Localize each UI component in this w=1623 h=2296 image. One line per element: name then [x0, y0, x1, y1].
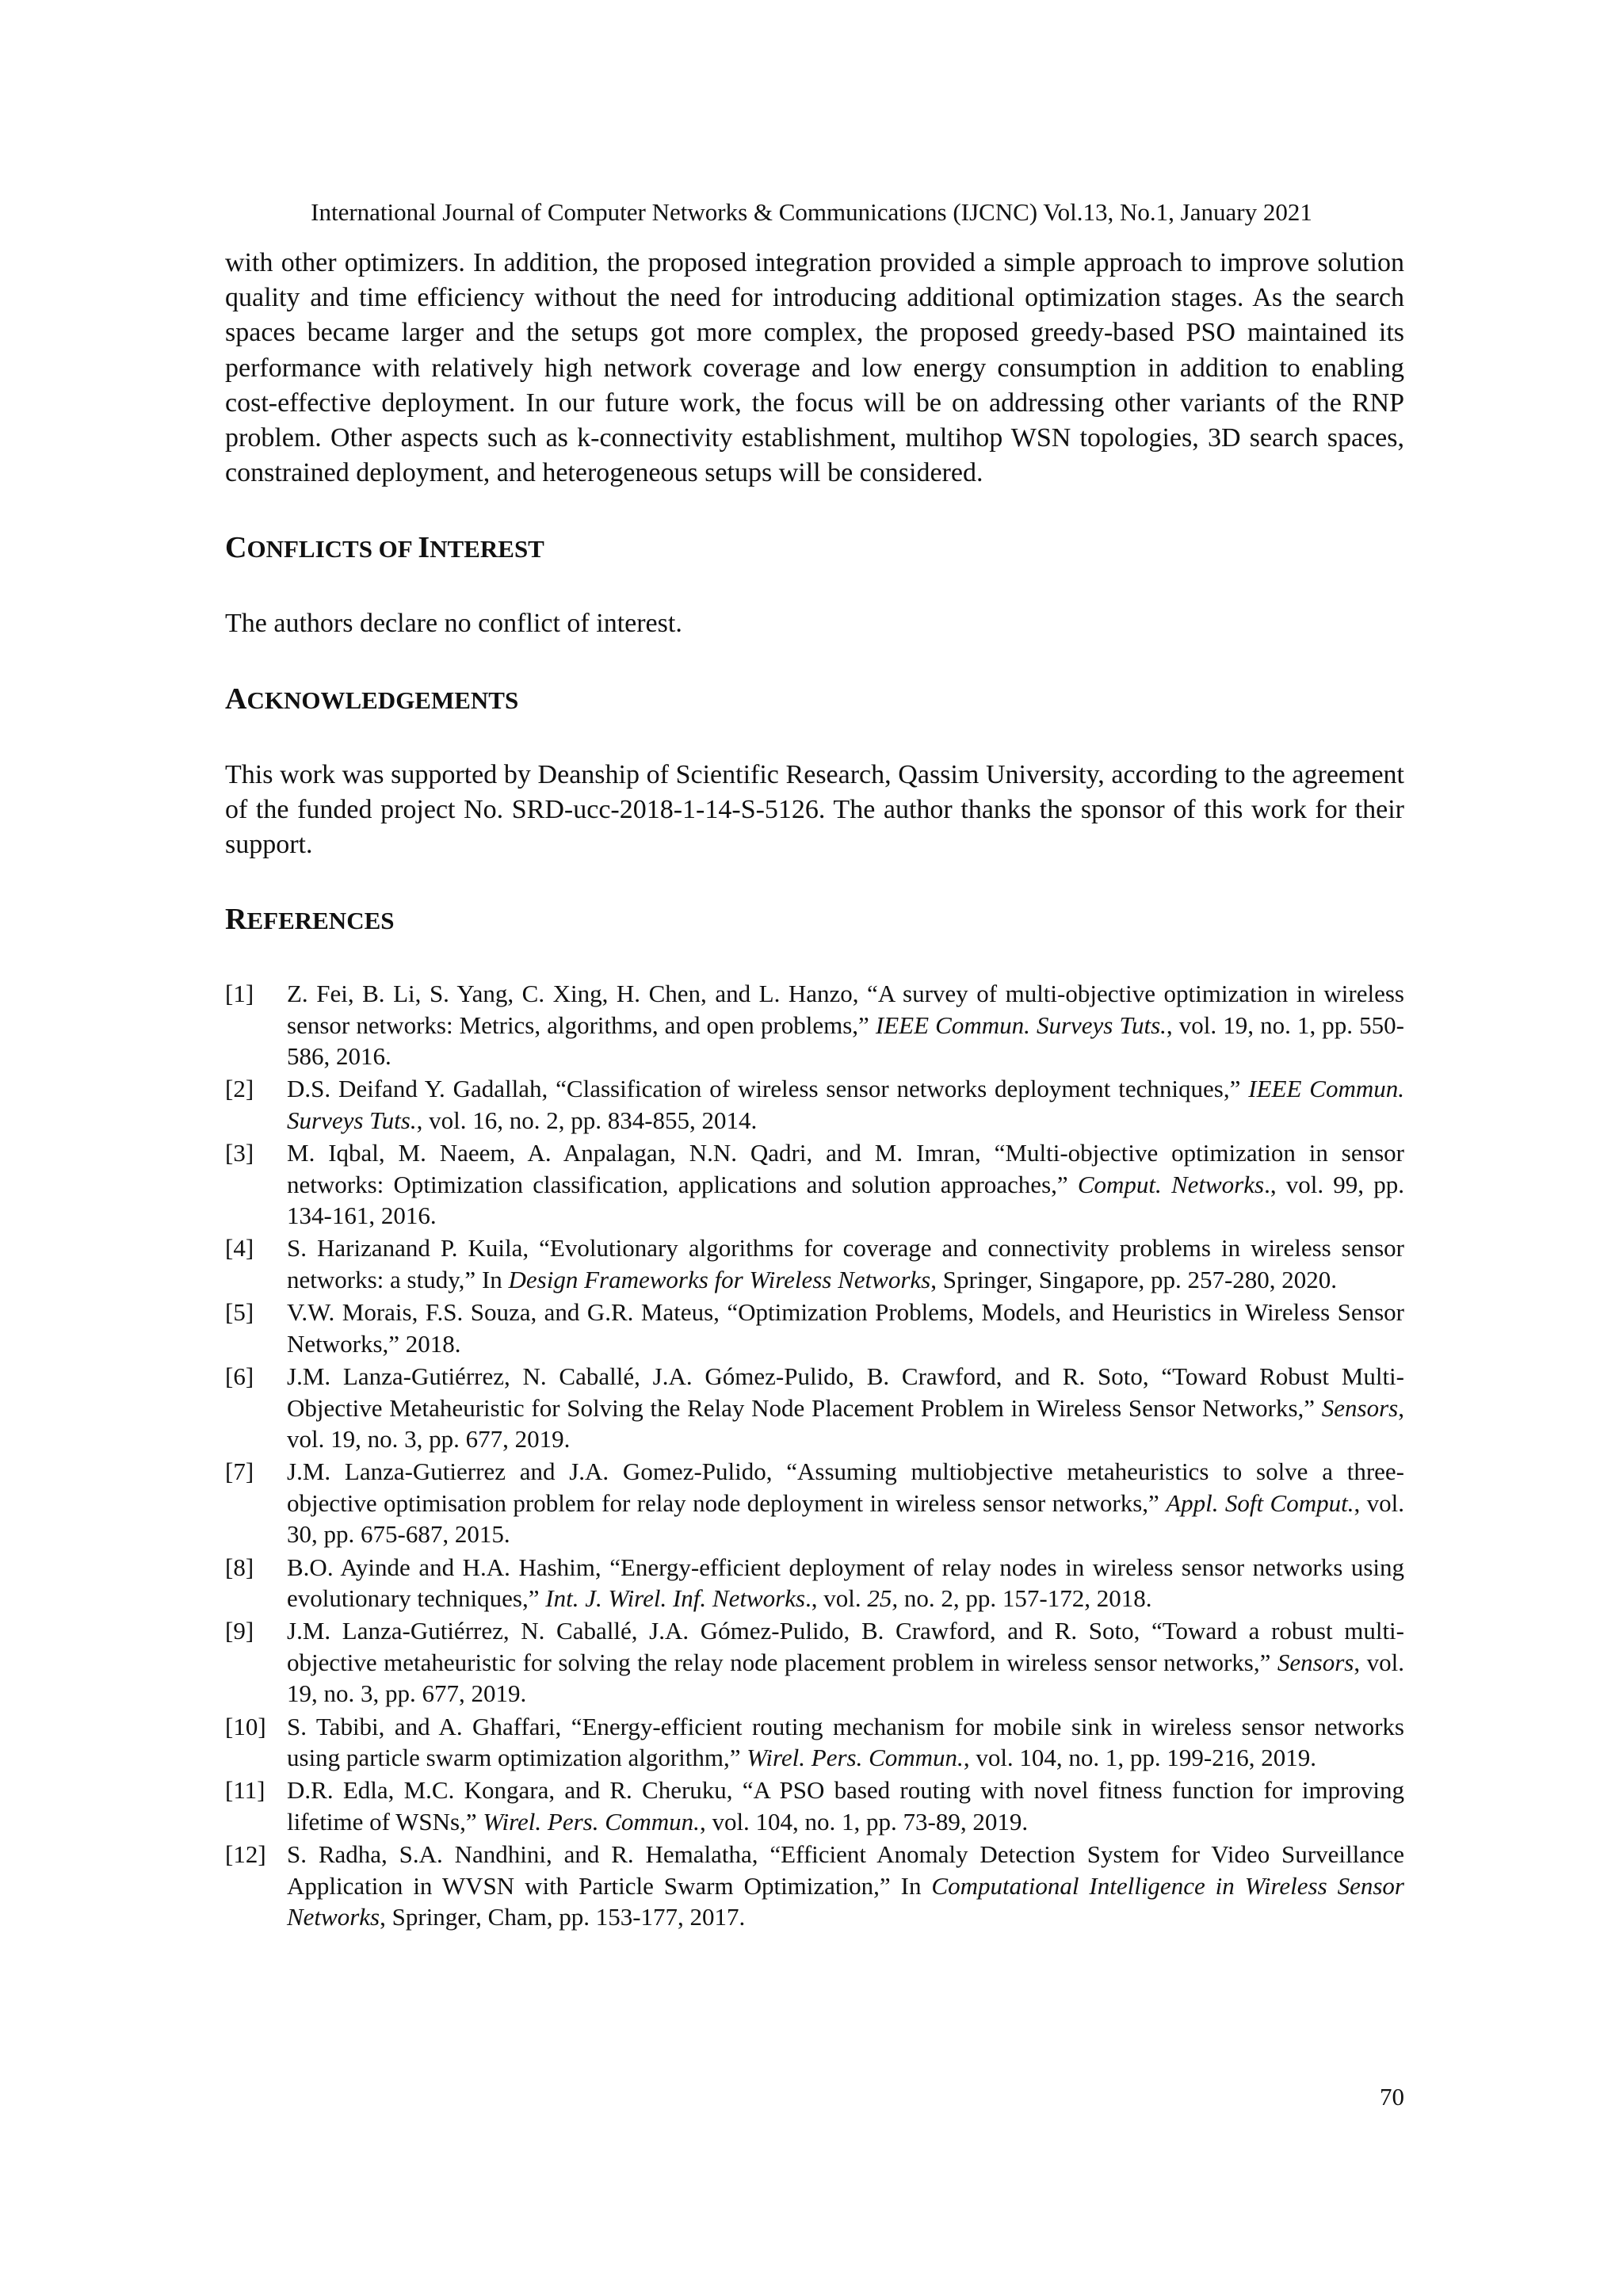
reference-text — [287, 1457, 1404, 1548]
reference-item — [225, 1137, 1404, 1231]
conflicts-heading — [225, 532, 1404, 565]
reference-segment: , vol. 104, no. 1, pp. 73-89, 2019. — [699, 1807, 1029, 1836]
reference-segment: J.M. Lanza-Gutiérrez, N. Caballé, J.A. Gómez-Pulido, B. Crawford, and R. Soto, “Toward a robust multi-objective metaheuristic for solving the relay node placement problem in wireless sensor networks,” — [287, 1617, 1404, 1676]
reference-text — [287, 1362, 1404, 1453]
conflicts-heading-part: ONFLICTS OF — [246, 535, 418, 563]
reference-segment: J.M. Lanza-Gutierrez and J.A. Gomez-Pulido, “Assuming multiobjective metaheuristics to solve a three-objective optimisation problem for relay node deployment in wireless sensor networks,” — [287, 1457, 1404, 1517]
page-content — [225, 246, 1404, 1934]
reference-segment: ., vol. 99, pp. 134-161, 2016. — [287, 1170, 1404, 1230]
reference-text — [287, 1298, 1404, 1357]
reference-italic-segment: 25, — [867, 1584, 899, 1612]
reference-text — [287, 1234, 1404, 1293]
reference-item — [225, 1775, 1404, 1837]
reference-item — [225, 1711, 1404, 1774]
reference-segment: Z. Fei, B. Li, S. Yang, C. Xing, H. Chen, and L. Hanzo, “A survey of multi-objective optimization in wireless sensor networks: Metrics, algorithms, and open problems,” — [287, 980, 1404, 1039]
reference-italic-segment: Comput. Networks — [1077, 1170, 1265, 1198]
reference-number: [2] — [225, 1075, 254, 1103]
reference-text — [287, 1617, 1404, 1707]
reference-italic-segment: IEEE Commun. Surveys Tuts. — [287, 1075, 1404, 1134]
intro-paragraph: with other optimizers. In addition, the proposed integration provided a simple approach to improve solution quality and time efficiency without the need for introducing additional optimization stages. As the search spaces became larger and the setups got more complex, the proposed greedy-based PSO maintained its performance with relatively high network coverage and low energy consumption in addition to enabling cost-effective deployment. In our future work, the focus will be on addressing other variants of the RNP problem. Other aspects such as k-connectivity establishment, multihop WSN topologies, 3D search spaces, constrained deployment, and heterogeneous setups will be considered. — [225, 248, 1404, 488]
reference-italic-segment: Design Frameworks for Wireless Networks — [508, 1265, 931, 1293]
conflicts-text: The authors declare no conflict of interest. — [225, 609, 682, 639]
reference-number: [10] — [225, 1712, 266, 1740]
reference-text — [287, 1840, 1404, 1931]
reference-text — [287, 980, 1404, 1070]
reference-text — [287, 1776, 1404, 1835]
reference-segment: S. Tabibi, and A. Ghaffari, “Energy-efficient routing mechanism for mobile sink in wireless sensor networks using particle swarm optimization algorithm,” — [287, 1712, 1404, 1771]
reference-italic-segment: Wirel. Pers. Commun. — [483, 1807, 700, 1836]
acknowledgements-heading — [225, 683, 1404, 716]
reference-item — [225, 1297, 1404, 1359]
reference-segment: S. Radha, S.A. Nandhini, and R. Hemalatha, “Efficient Anomaly Detection System for Video Surveillance Application in WVSN with Particle Swarm Optimization,” In — [287, 1840, 1404, 1900]
reference-italic-segment: Appl. Soft Comput. — [1166, 1488, 1354, 1517]
reference-text — [287, 1075, 1404, 1133]
reference-segment: , vol. 19, no. 3, pp. 677, 2019. — [287, 1648, 1404, 1708]
reference-number: [12] — [225, 1840, 266, 1869]
reference-segment: D.R. Edla, M.C. Kongara, and R. Cheruku, “A PSO based routing with novel fitness function for improving lifetime of WSNs,” — [287, 1776, 1404, 1836]
references-heading-part: R — [225, 903, 247, 937]
reference-text — [287, 1139, 1404, 1229]
conflicts-heading-part: NTEREST — [430, 535, 544, 563]
reference-segment: , Springer, Cham, pp. 153-177, 2017. — [380, 1903, 746, 1931]
reference-item — [225, 1232, 1404, 1295]
reference-number: [7] — [225, 1457, 254, 1486]
reference-item — [225, 1552, 1404, 1614]
reference-italic-segment: Sensors — [1277, 1648, 1354, 1676]
reference-number: [1] — [225, 980, 254, 1008]
reference-number: [3] — [225, 1139, 254, 1167]
reference-item — [225, 1456, 1404, 1549]
reference-number: [9] — [225, 1617, 254, 1645]
reference-segment: , vol. 16, no. 2, pp. 834-855, 2014. — [416, 1106, 758, 1134]
reference-list — [225, 978, 1404, 1932]
reference-italic-segment: IEEE Commun. Surveys Tuts. — [875, 1010, 1167, 1039]
acknowledgements-heading-part: CKNOWLEDGEMENTS — [246, 686, 519, 714]
acknowledgements-heading-part: A — [225, 682, 247, 716]
reference-number: [6] — [225, 1362, 254, 1391]
reference-segment: , vol. 104, no. 1, pp. 199-216, 2019. — [963, 1743, 1316, 1771]
acknowledgements-text: This work was supported by Deanship of Scientific Research, Qassim University, according to the agreement of the funded project No. SRD-ucc-2018-1-14-S-5126. The author thanks the sponsor of this work for their support. — [225, 759, 1404, 860]
reference-segment: V.W. Morais, F.S. Souza, and G.R. Mateus, “Optimization Problems, Models, and Heuristics in Wireless Sensor Networks,” 2018. — [287, 1298, 1404, 1358]
running-header: International Journal of Computer Networks & Communications (IJCNC) Vol.13, No.1, January 2021 — [311, 198, 1312, 226]
reference-item — [225, 1073, 1404, 1136]
reference-number: [11] — [225, 1776, 265, 1805]
reference-italic-segment: Wirel. Pers. Commun. — [747, 1743, 964, 1771]
reference-number: [5] — [225, 1298, 254, 1327]
reference-item — [225, 1839, 1404, 1932]
conflicts-heading-part: I — [418, 531, 430, 565]
reference-segment: , Springer, Singapore, pp. 257-280, 2020. — [930, 1265, 1338, 1293]
reference-italic-segment: Computational Intelligence in Wireless Sensor Networks — [287, 1871, 1404, 1931]
page-number: 70 — [1380, 2083, 1404, 2111]
reference-item — [225, 1361, 1404, 1454]
reference-item — [225, 978, 1404, 1072]
reference-text — [287, 1553, 1404, 1612]
reference-text — [287, 1713, 1404, 1771]
reference-number: [4] — [225, 1234, 254, 1263]
reference-segment: , vol. 19, no. 1, pp. 550-586, 2016. — [287, 1010, 1404, 1071]
reference-segment: M. Iqbal, M. Naeem, A. Anpalagan, N.N. Qadri, and M. Imran, “Multi-objective optimization in sensor networks: Optimization classification, applications and solution approaches,” — [287, 1139, 1404, 1198]
reference-italic-segment: Sensors — [1321, 1393, 1399, 1422]
reference-segment: no. 2, pp. 157-172, 2018. — [898, 1584, 1152, 1612]
reference-segment: , vol. 19, no. 3, pp. 677, 2019. — [287, 1393, 1404, 1453]
reference-segment: ., vol. — [805, 1584, 868, 1612]
reference-number: [8] — [225, 1553, 254, 1581]
reference-item — [225, 1615, 1404, 1709]
reference-segment: D.S. Deifand Y. Gadallah, “Classification of wireless sensor networks deployment techniques,” — [287, 1075, 1249, 1103]
reference-segment: B.O. Ayinde and H.A. Hashim, “Energy-efficient deployment of relay nodes in wireless sensor networks using evolutionary techniques,” — [287, 1553, 1404, 1612]
references-heading — [225, 904, 1404, 937]
conflicts-heading-part: C — [225, 531, 247, 565]
reference-segment: S. Harizanand P. Kuila, “Evolutionary algorithms for coverage and connectivity problems in wireless sensor networks: a study,” In — [287, 1234, 1404, 1293]
reference-segment: , vol. 30, pp. 675-687, 2015. — [287, 1488, 1405, 1549]
reference-segment: J.M. Lanza-Gutiérrez, N. Caballé, J.A. Gómez-Pulido, B. Crawford, and R. Soto, “Toward Robust Multi-Objective Metaheuristic for Solving the Relay Node Placement Problem in Wireless Sensor Networks,” — [287, 1362, 1404, 1422]
references-heading-part: EFERENCES — [246, 907, 395, 935]
reference-italic-segment: Int. J. Wirel. Inf. Networks — [545, 1584, 806, 1612]
